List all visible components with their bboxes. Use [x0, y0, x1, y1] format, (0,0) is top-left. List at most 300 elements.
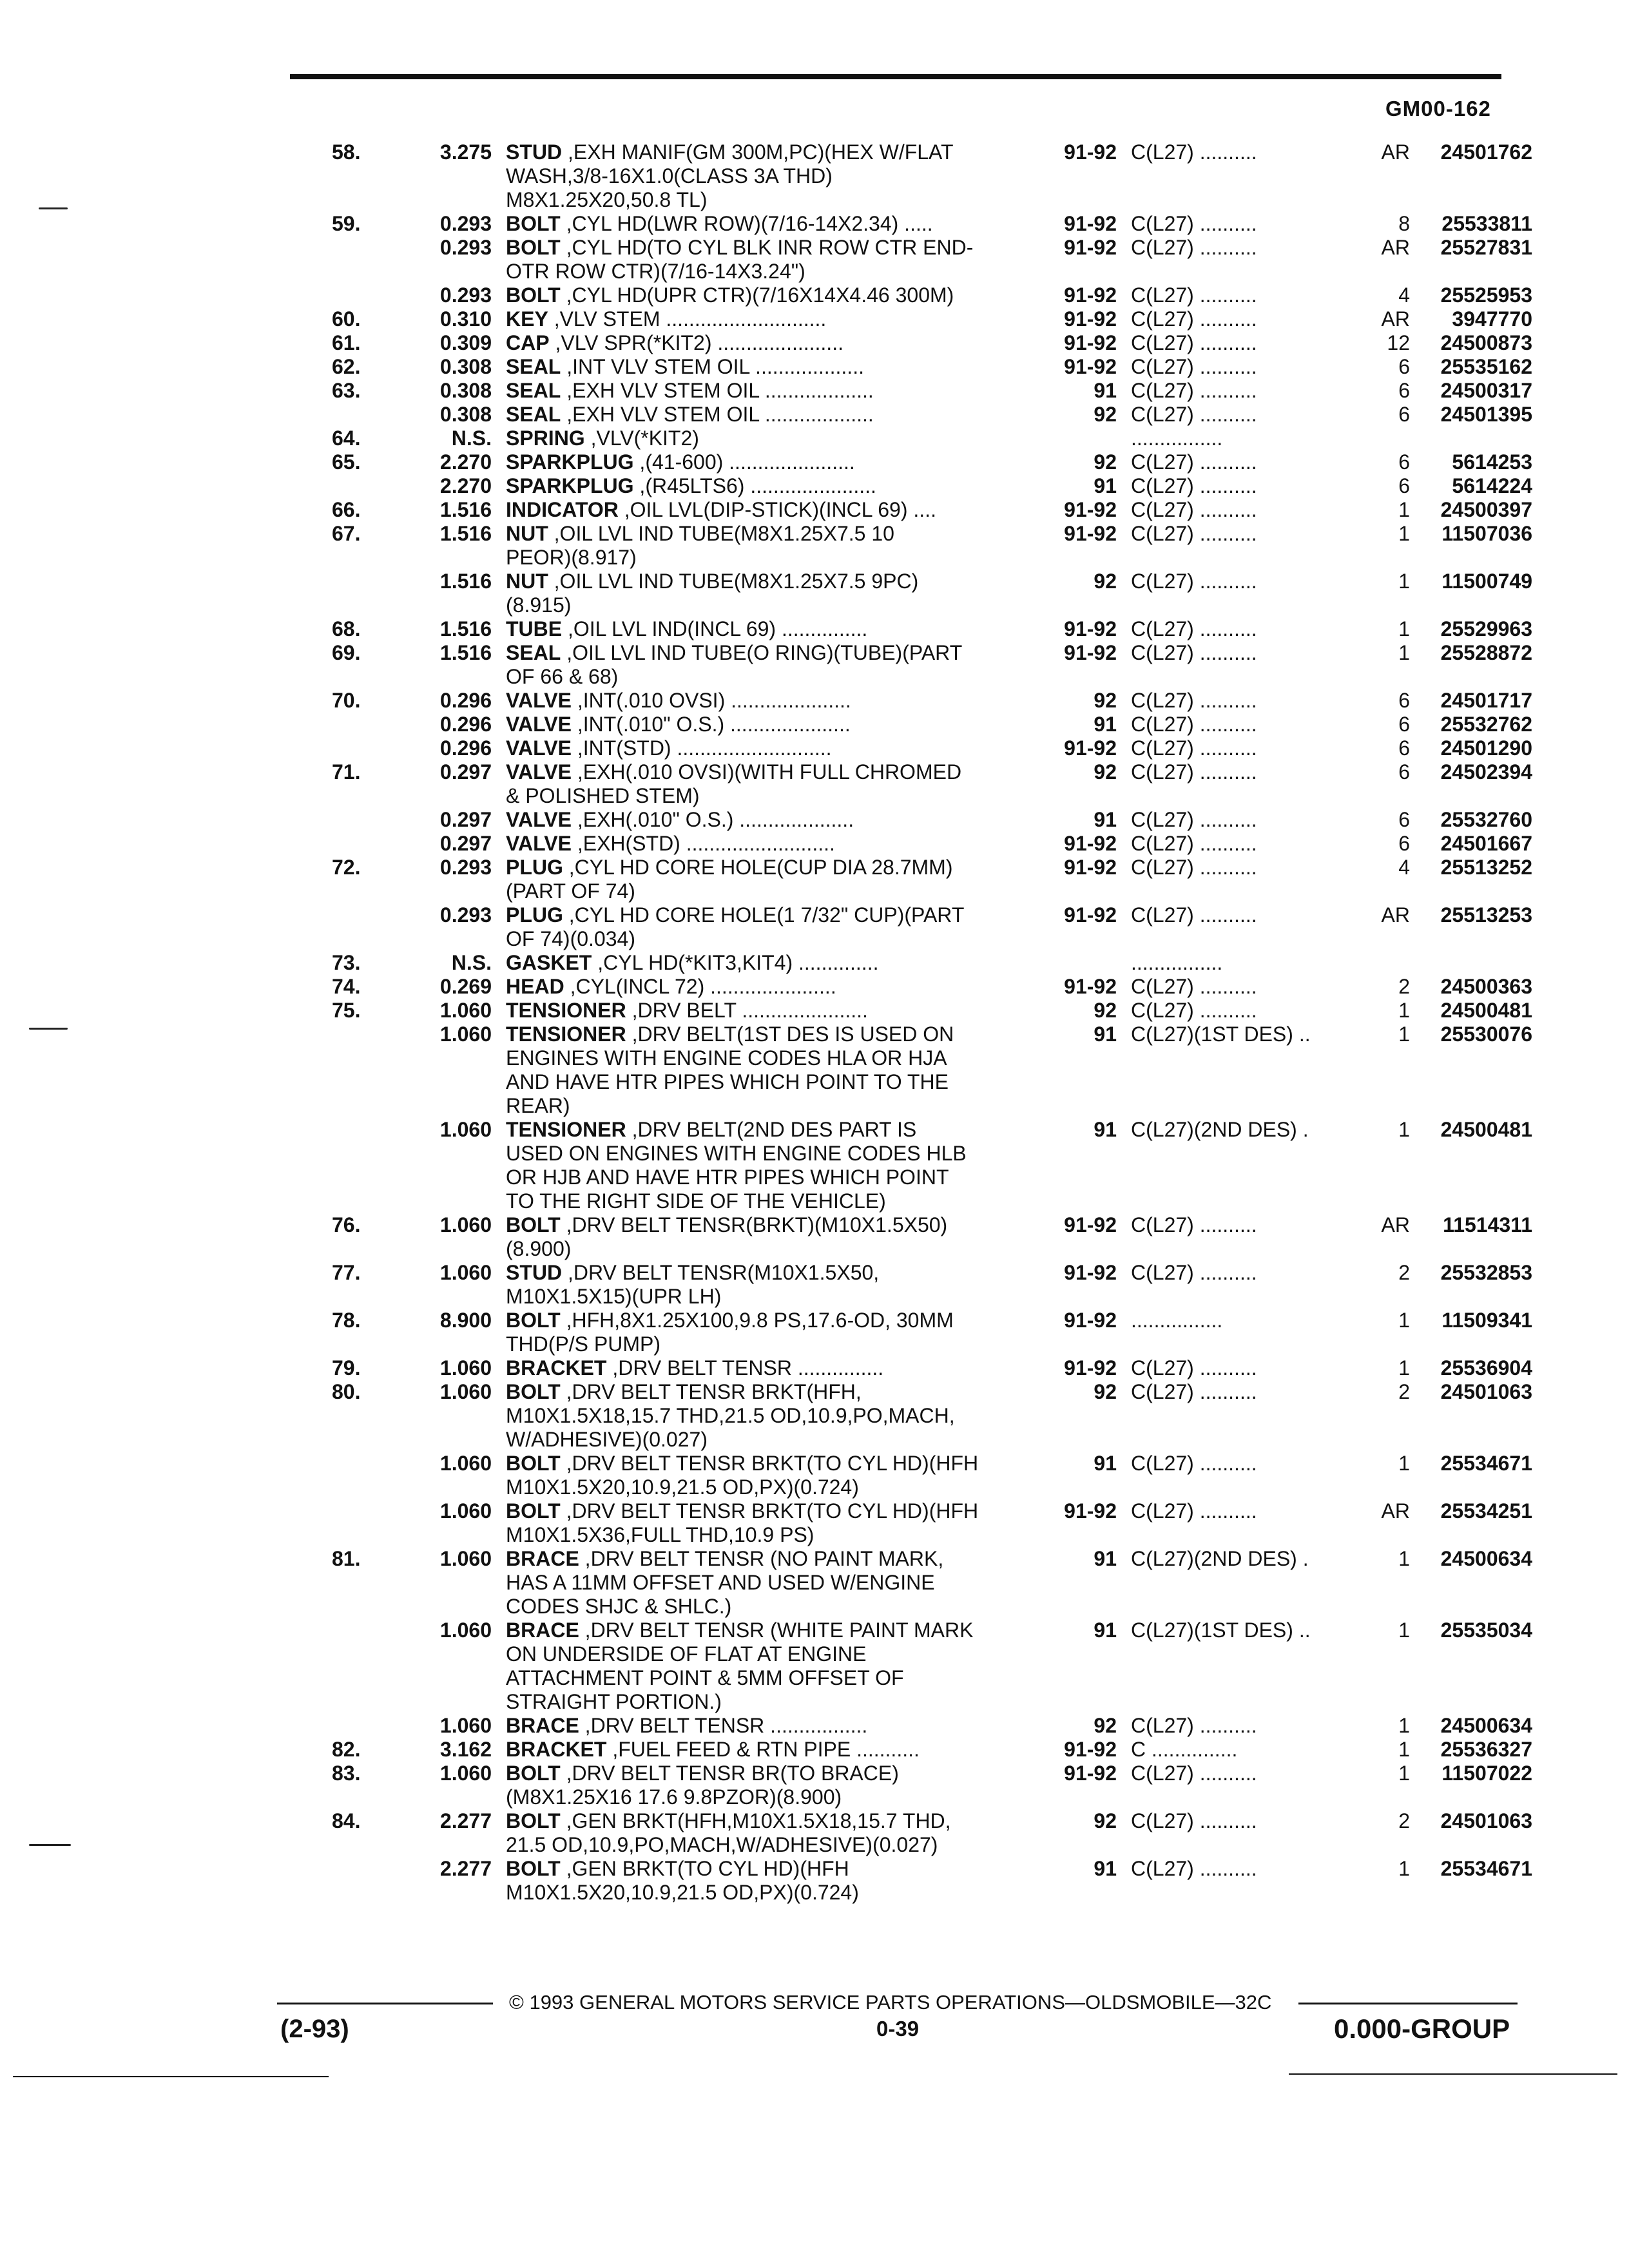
- part-row: [0, 355, 1629, 379]
- part-description-text: (PART OF 74): [506, 879, 635, 903]
- model-years: 91-92: [1064, 307, 1117, 331]
- part-description: [506, 1547, 943, 1571]
- part-description: [506, 1189, 886, 1213]
- part-continuation-line: [0, 1428, 1629, 1452]
- usage-code: C(L27) ..........: [1131, 713, 1257, 736]
- usage-code: C ...............: [1131, 1738, 1238, 1761]
- usage-code: C(L27) ..........: [1131, 808, 1257, 831]
- part-description: [506, 1332, 660, 1356]
- part-description-text: OTR ROW CTR)(7/16-14X3.24"): [506, 260, 805, 283]
- quantity: 2: [1398, 975, 1410, 998]
- ref-number: 76.: [332, 1213, 361, 1236]
- part-description: [506, 1380, 862, 1404]
- part-row: [0, 450, 1629, 474]
- part-description: [506, 760, 961, 784]
- usage-code: C(L27) ..........: [1131, 212, 1257, 235]
- model-years: 91-92: [1064, 1356, 1117, 1379]
- group-number: 1.060: [439, 1118, 492, 1141]
- part-line: [0, 1619, 1629, 1642]
- part-row: [0, 1452, 1629, 1499]
- quantity: AR: [1381, 1499, 1410, 1523]
- usage-code: ................: [1131, 1309, 1223, 1332]
- ref-number: 58.: [332, 140, 361, 164]
- part-row: [0, 379, 1629, 403]
- part-description-text: ,DRV BELT TENSR(M10X1.5X50,: [562, 1261, 880, 1284]
- usage-code: C(L27) ..........: [1131, 1714, 1257, 1737]
- ref-number: 78.: [332, 1309, 361, 1332]
- usage-code: C(L27) ..........: [1131, 1380, 1257, 1403]
- page-number: 0-39: [876, 2017, 920, 2041]
- part-description: [506, 617, 867, 641]
- part-description-text: W/ADHESIVE)(0.027): [506, 1428, 708, 1451]
- model-years: 91-92: [1064, 617, 1117, 640]
- part-number: 25529963: [1440, 617, 1532, 640]
- part-number: 5614253: [1452, 450, 1532, 474]
- usage-code: C(L27) ..........: [1131, 355, 1257, 378]
- group-number: 0.308: [439, 379, 492, 402]
- usage-code: C(L27) ..........: [1131, 617, 1257, 640]
- part-number: 11500749: [1441, 570, 1532, 593]
- part-description-text: & POLISHED STEM): [506, 784, 700, 807]
- part-description: [506, 1595, 731, 1619]
- part-description: [506, 546, 637, 570]
- quantity: AR: [1381, 1213, 1410, 1236]
- binder-hole-mark: [29, 1844, 71, 1846]
- part-description: [506, 427, 699, 450]
- part-line: [0, 641, 1629, 665]
- ref-number: 68.: [332, 617, 361, 640]
- part-line: [0, 498, 1629, 522]
- part-line: [0, 856, 1629, 879]
- model-years: 91-92: [1064, 1499, 1117, 1523]
- model-years: 91: [1094, 713, 1117, 736]
- part-continuation-line: [0, 1595, 1629, 1619]
- part-description-text: ,FUEL FEED & RTN PIPE ...........: [606, 1738, 920, 1761]
- part-name: BOLT: [506, 1499, 561, 1523]
- part-description: [506, 188, 708, 212]
- part-number: 24501290: [1440, 736, 1532, 760]
- part-description-text: ,INT(STD) ...........................: [571, 736, 832, 760]
- part-continuation-line: [0, 1571, 1629, 1595]
- part-continuation-line: [0, 1285, 1629, 1309]
- part-continuation-line: [0, 1142, 1629, 1166]
- quantity: 6: [1398, 403, 1410, 426]
- part-line: [0, 1809, 1629, 1833]
- part-description-text: ,EXH MANIF(GM 300M,PC)(HEX W/FLAT: [562, 140, 954, 164]
- part-number: 25532762: [1440, 713, 1532, 736]
- part-name: SEAL: [506, 355, 561, 378]
- part-row: [0, 498, 1629, 522]
- part-description-text: 21.5 OD,10.9,PO,MACH,W/ADHESIVE)(0.027): [506, 1833, 938, 1856]
- part-number: 11509341: [1441, 1309, 1532, 1332]
- part-line: [0, 951, 1629, 975]
- group-label: 0.000-GROUP: [1334, 2013, 1510, 2044]
- part-continuation-line: [0, 188, 1629, 212]
- quantity: 6: [1398, 760, 1410, 783]
- footer-rule-right: [1298, 2003, 1518, 2004]
- ref-number: 83.: [332, 1762, 361, 1785]
- part-description: [506, 1261, 879, 1285]
- part-row: [0, 736, 1629, 760]
- part-description: [506, 284, 954, 307]
- part-description: [506, 641, 962, 665]
- model-years: 91-92: [1064, 140, 1117, 164]
- group-number: 1.516: [439, 617, 492, 640]
- usage-code: ................: [1131, 951, 1223, 974]
- part-description: [506, 236, 973, 260]
- group-number: 0.296: [439, 736, 492, 760]
- part-description: [506, 1809, 951, 1833]
- part-name: SEAL: [506, 641, 561, 664]
- part-number: 24500634: [1440, 1714, 1532, 1737]
- part-number: 25536327: [1440, 1738, 1532, 1761]
- ref-number: 74.: [332, 975, 361, 998]
- ref-number: 59.: [332, 212, 361, 235]
- part-continuation-line: [0, 879, 1629, 903]
- quantity: 1: [1398, 1023, 1410, 1046]
- part-description: [506, 784, 700, 808]
- part-name: BOLT: [506, 212, 561, 235]
- part-name: SPRING: [506, 427, 585, 450]
- ref-number: 70.: [332, 689, 361, 712]
- usage-code: C(L27)(1ST DES) ..: [1131, 1023, 1311, 1046]
- binder-hole-mark: [29, 1028, 68, 1030]
- usage-code: C(L27) ..........: [1131, 236, 1257, 259]
- group-number: 0.293: [439, 856, 492, 879]
- part-description-text: ,VLV(*KIT2): [584, 427, 699, 450]
- part-description: [506, 1237, 571, 1261]
- quantity: 6: [1398, 713, 1410, 736]
- part-line: [0, 713, 1629, 736]
- part-row: [0, 617, 1629, 641]
- part-description: [506, 1023, 954, 1046]
- usage-code: C(L27)(2ND DES) .: [1131, 1547, 1309, 1570]
- part-description-text: STRAIGHT PORTION.): [506, 1690, 722, 1713]
- part-row: [0, 474, 1629, 498]
- part-line: [0, 1714, 1629, 1738]
- group-number: N.S.: [451, 427, 492, 450]
- footer-rule-left: [277, 2003, 493, 2004]
- group-number: 1.060: [439, 1499, 492, 1523]
- model-years: 92: [1094, 1380, 1117, 1403]
- part-description-text: ,GEN BRKT(HFH,M10X1.5X18,15.7 THD,: [560, 1809, 951, 1832]
- part-number: 25530076: [1440, 1023, 1532, 1046]
- model-years: 91-92: [1064, 832, 1117, 855]
- group-number: 1.060: [439, 1023, 492, 1046]
- part-description-text: WASH,3/8-16X1.0(CLASS 3A THD): [506, 164, 833, 187]
- bottom-rule-left: [13, 2076, 329, 2077]
- ref-number: 81.: [332, 1547, 361, 1570]
- quantity: 12: [1387, 331, 1410, 354]
- group-number: 0.309: [439, 331, 492, 354]
- part-name: SEAL: [506, 379, 561, 402]
- part-row: [0, 1857, 1629, 1905]
- part-row: [0, 1809, 1629, 1857]
- usage-code: C(L27) ..........: [1131, 832, 1257, 855]
- part-description-text: ,CYL(INCL 72) ......................: [564, 975, 836, 998]
- part-number: 24501717: [1440, 689, 1532, 712]
- part-row: [0, 856, 1629, 903]
- usage-code: C(L27) ..........: [1131, 1762, 1257, 1785]
- part-description-text: ,OIL LVL(DIP-STICK)(INCL 69) ....: [618, 498, 936, 521]
- group-number: 3.162: [439, 1738, 492, 1761]
- part-description-text: CODES SHJC & SHLC.): [506, 1595, 732, 1618]
- usage-code: C(L27) ..........: [1131, 1857, 1257, 1880]
- part-line: [0, 236, 1629, 260]
- group-number: 2.277: [439, 1809, 492, 1832]
- part-description: [506, 1094, 570, 1118]
- model-years: 91-92: [1064, 236, 1117, 259]
- model-years: 91-92: [1064, 1261, 1117, 1284]
- ref-number: 60.: [332, 307, 361, 331]
- part-description: [506, 1046, 947, 1070]
- part-number: 25525953: [1440, 284, 1532, 307]
- ref-number: 65.: [332, 450, 361, 474]
- part-line: [0, 284, 1629, 307]
- part-name: SPARKPLUG: [506, 450, 634, 474]
- model-years: 91-92: [1064, 903, 1117, 927]
- quantity: 6: [1398, 355, 1410, 378]
- ref-number: 77.: [332, 1261, 361, 1284]
- model-years: 91-92: [1064, 975, 1117, 998]
- part-line: [0, 1309, 1629, 1332]
- part-row: [0, 1213, 1629, 1261]
- group-number: 0.293: [439, 903, 492, 927]
- part-number: 25535162: [1440, 355, 1532, 378]
- part-description-text: ,DRV BELT TENSR BR(TO BRACE): [560, 1762, 899, 1785]
- ref-number: 62.: [332, 355, 361, 378]
- group-number: 0.308: [439, 355, 492, 378]
- part-name: BRACE: [506, 1547, 579, 1570]
- usage-code: ................: [1131, 427, 1223, 450]
- part-continuation-line: [0, 1475, 1629, 1499]
- group-number: 0.293: [439, 236, 492, 259]
- part-description-text: ,DRV BELT ......................: [626, 999, 868, 1022]
- part-line: [0, 570, 1629, 593]
- part-continuation-line: [0, 1833, 1629, 1857]
- quantity: 2: [1398, 1809, 1410, 1832]
- part-row: [0, 307, 1629, 331]
- part-description: [506, 522, 894, 546]
- part-number: 24501395: [1440, 403, 1532, 426]
- group-number: 0.297: [439, 832, 492, 855]
- part-row: [0, 236, 1629, 284]
- part-row: [0, 427, 1629, 450]
- part-number: 24500481: [1440, 1118, 1532, 1141]
- part-name: KEY: [506, 307, 548, 331]
- group-number: 1.516: [439, 570, 492, 593]
- part-description-text: ,DRV BELT TENSR .................: [579, 1714, 868, 1737]
- part-name: TUBE: [506, 617, 563, 640]
- quantity: AR: [1381, 140, 1410, 164]
- part-description: [506, 1571, 935, 1595]
- part-continuation-line: [0, 260, 1629, 284]
- part-name: BOLT: [506, 1809, 561, 1832]
- quantity: 1: [1398, 1762, 1410, 1785]
- part-number: 25532760: [1440, 808, 1532, 831]
- usage-code: C(L27) ..........: [1131, 140, 1257, 164]
- part-description-text: ,CYL HD(TO CYL BLK INR ROW CTR END-: [560, 236, 974, 259]
- part-description-text: ,HFH,8X1.25X100,9.8 PS,17.6-OD, 30MM: [560, 1309, 954, 1332]
- usage-code: C(L27) ..........: [1131, 331, 1257, 354]
- part-line: [0, 379, 1629, 403]
- part-row: [0, 212, 1629, 236]
- part-name: VALVE: [506, 808, 572, 831]
- ref-number: 82.: [332, 1738, 361, 1761]
- part-continuation-line: [0, 665, 1629, 689]
- part-name: PLUG: [506, 856, 563, 879]
- part-description-text: M10X1.5X36,FULL THD,10.9 PS): [506, 1523, 815, 1546]
- part-description: [506, 1166, 949, 1189]
- usage-code: C(L27) ..........: [1131, 1356, 1257, 1379]
- model-years: 92: [1094, 570, 1117, 593]
- part-description-text: ,EXH(STD) ..........................: [571, 832, 835, 855]
- part-line: [0, 1547, 1629, 1571]
- date-code: (2-93): [280, 2015, 349, 2043]
- quantity: 1: [1398, 570, 1410, 593]
- usage-code: C(L27) ..........: [1131, 736, 1257, 760]
- part-name: NUT: [506, 570, 548, 593]
- part-name: BOLT: [506, 1380, 561, 1403]
- model-years: 91-92: [1064, 736, 1117, 760]
- part-number: 25513253: [1440, 903, 1532, 927]
- part-row: [0, 951, 1629, 975]
- model-years: 91: [1094, 1857, 1117, 1880]
- part-continuation-line: [0, 593, 1629, 617]
- part-description-text: ,DRV BELT TENSR ...............: [606, 1356, 884, 1379]
- part-description: [506, 1690, 722, 1714]
- part-name: VALVE: [506, 713, 572, 736]
- model-years: 91: [1094, 1118, 1117, 1141]
- part-line: [0, 1213, 1629, 1237]
- part-name: STUD: [506, 140, 563, 164]
- model-years: 91: [1094, 1452, 1117, 1475]
- group-number: 1.516: [439, 498, 492, 521]
- quantity: 1: [1398, 1619, 1410, 1642]
- group-number: 2.277: [439, 1857, 492, 1880]
- part-description-text: PEOR)(8.917): [506, 546, 637, 569]
- quantity: 6: [1398, 808, 1410, 831]
- part-number: 25534671: [1440, 1452, 1532, 1475]
- model-years: 91-92: [1064, 856, 1117, 879]
- part-description-text: (8.900): [506, 1237, 572, 1260]
- part-name: SPARKPLUG: [506, 474, 634, 497]
- part-row: [0, 1380, 1629, 1452]
- part-name: VALVE: [506, 736, 572, 760]
- quantity: 1: [1398, 1452, 1410, 1475]
- part-description: [506, 1428, 708, 1452]
- part-description: [506, 1452, 978, 1475]
- part-line: [0, 1762, 1629, 1785]
- part-number: 24500873: [1440, 331, 1532, 354]
- part-number: 11507022: [1441, 1762, 1532, 1785]
- part-description-text: ,CYL HD CORE HOLE(CUP DIA 28.7MM): [563, 856, 953, 879]
- part-number: 25532853: [1440, 1261, 1532, 1284]
- part-continuation-line: [0, 784, 1629, 808]
- part-description-text: ,INT VLV STEM OIL ...................: [561, 355, 864, 378]
- part-line: [0, 1261, 1629, 1285]
- part-name: VALVE: [506, 760, 572, 783]
- quantity: 2: [1398, 1380, 1410, 1403]
- part-description: [506, 856, 952, 879]
- part-number: 24500634: [1440, 1547, 1532, 1570]
- group-number: 1.060: [439, 1380, 492, 1403]
- quantity: 6: [1398, 832, 1410, 855]
- part-description: [506, 1404, 955, 1428]
- part-description: [506, 1762, 899, 1785]
- part-description-text: ,VLV STEM ............................: [548, 307, 827, 331]
- ref-number: 79.: [332, 1356, 361, 1379]
- group-number: 1.060: [439, 1619, 492, 1642]
- bottom-rule-right: [1289, 2073, 1617, 2075]
- quantity: 6: [1398, 379, 1410, 402]
- group-number: 0.293: [439, 284, 492, 307]
- part-number: 25527831: [1440, 236, 1532, 259]
- part-description: [506, 593, 571, 617]
- group-number: 0.308: [439, 403, 492, 426]
- part-description-text: ,EXH(.010 OVSI)(WITH FULL CHROMED: [571, 760, 962, 783]
- model-years: 91-92: [1064, 1213, 1117, 1236]
- part-row: [0, 808, 1629, 832]
- quantity: 6: [1398, 474, 1410, 497]
- part-description: [506, 307, 826, 331]
- group-number: 3.275: [439, 140, 492, 164]
- binder-hole-mark: [39, 207, 68, 209]
- part-description-text: ,OIL LVL IND(INCL 69) ...............: [562, 617, 868, 640]
- quantity: 1: [1398, 1547, 1410, 1570]
- part-continuation-line: [0, 1094, 1629, 1118]
- model-years: 92: [1094, 450, 1117, 474]
- part-continuation-line: [0, 1189, 1629, 1213]
- ref-number: 69.: [332, 641, 361, 664]
- quantity: AR: [1381, 307, 1410, 331]
- quantity: 6: [1398, 450, 1410, 474]
- part-description: [506, 355, 864, 379]
- part-line: [0, 331, 1629, 355]
- group-number: 2.270: [439, 474, 492, 497]
- part-name: HEAD: [506, 975, 564, 998]
- part-description-text: TO THE RIGHT SIDE OF THE VEHICLE): [506, 1189, 886, 1213]
- part-line: [0, 1738, 1629, 1762]
- quantity: AR: [1381, 903, 1410, 927]
- model-years: 91-92: [1064, 331, 1117, 354]
- part-description: [506, 260, 805, 284]
- part-row: [0, 1261, 1629, 1309]
- part-line: [0, 522, 1629, 546]
- part-number: 25533811: [1441, 212, 1532, 235]
- part-name: BOLT: [506, 1309, 561, 1332]
- model-years: 91-92: [1064, 1309, 1117, 1332]
- group-number: 1.516: [439, 522, 492, 545]
- part-description-text: ,CYL HD(LWR ROW)(7/16-14X2.34) .....: [560, 212, 933, 235]
- part-name: CAP: [506, 331, 550, 354]
- part-description-text: ,CYL HD(*KIT3,KIT4) ..............: [592, 951, 879, 974]
- part-description-text: REAR): [506, 1094, 570, 1117]
- part-line: [0, 1380, 1629, 1404]
- quantity: 1: [1398, 1356, 1410, 1379]
- part-name: TENSIONER: [506, 999, 626, 1022]
- part-description: [506, 1285, 721, 1309]
- part-description-text: ,INT(.010" O.S.) .....................: [571, 713, 851, 736]
- model-years: 92: [1094, 1809, 1117, 1832]
- model-years: 91-92: [1064, 641, 1117, 664]
- part-number: 5614224: [1452, 474, 1532, 497]
- part-number: 25535034: [1440, 1619, 1532, 1642]
- part-continuation-line: [0, 1046, 1629, 1070]
- part-description: [506, 1499, 978, 1523]
- part-description: [506, 1070, 949, 1094]
- ref-number: 66.: [332, 498, 361, 521]
